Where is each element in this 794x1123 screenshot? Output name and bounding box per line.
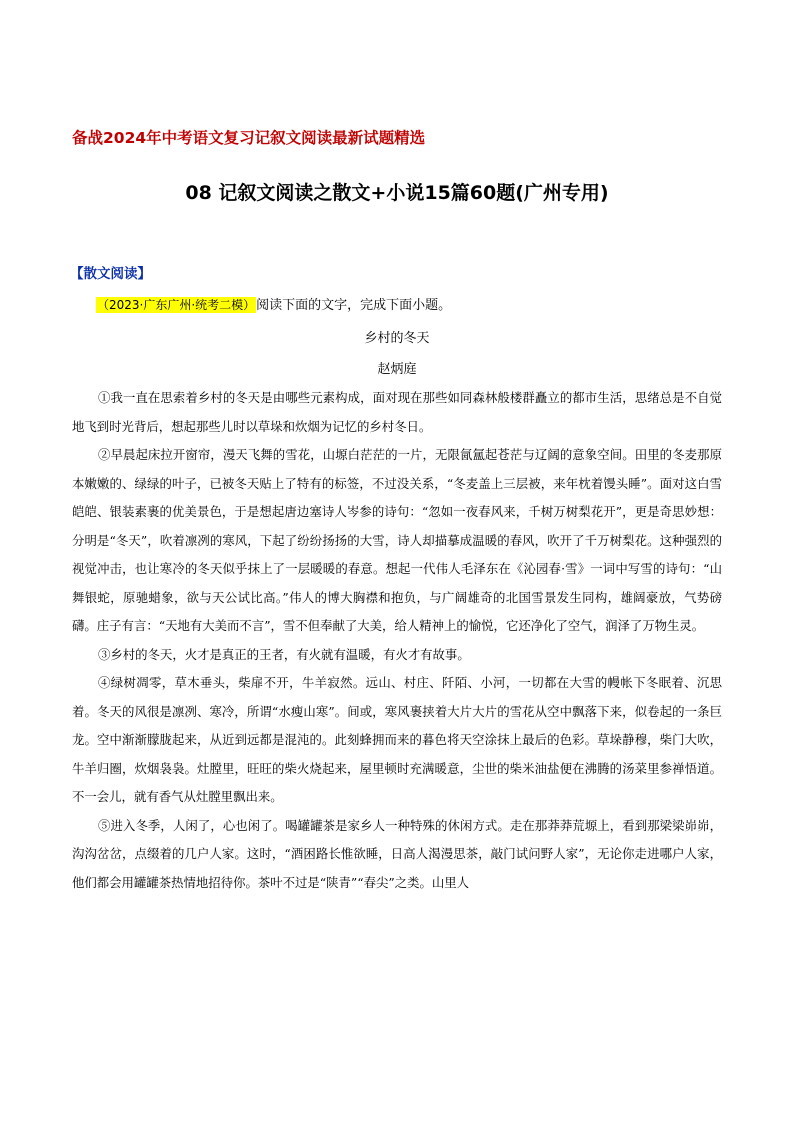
question-intro — [96, 294, 451, 313]
paragraph: ⑤进入冬季，人闲了，心也闲了。喝罐罐茶是家乡人一种特殊的休闲方式。走在那莽莽荒塬上，看到那梁梁峁峁，沟沟岔岔，点缀着的几户人家。这时，“酒困路长惟欲睡，日高人渴漫思茶，敲门试问野人家”，无论你走进哪户人家，他们都会用罐罐茶热情地招待你。茶叶不过是“陕青”“春尖”之类。山里人 — [72, 817, 722, 890]
essay-author: 赵炳庭 — [377, 362, 417, 377]
instruction-text: 阅读下面的文字，完成下面小题。 — [256, 298, 452, 313]
essay-title: 乡村的冬天 — [364, 331, 430, 346]
section-header: 【散文阅读】 — [70, 266, 151, 282]
series-title: 备战2024年中考语文复习记叙文阅读最新试题精选 — [72, 129, 426, 147]
paragraph: ①我一直在思索着乡村的冬天是由哪些元素构成，面对现在那些如同森林般楼群矗立的都市生活，思绪总是不自觉地飞到时光背后，想起那些儿时以草垛和炊烟为记忆的乡村冬日。 — [72, 390, 722, 434]
page-title: 08 记叙文阅读之散文+小说15篇60题(广州专用) — [185, 182, 609, 204]
paragraph: ④绿树凋零，草木垂头，柴扉不开，牛羊寂然。远山、村庄、阡陌、小河，一切都在大雪的幔帐下冬眠着、沉思着。冬天的风很是凛冽、寒冷，所谓“水瘦山寒”。间或，寒风裹挟着大片大片的雪花从空中飘落下来，似卷起的一条巨龙。空中渐渐朦胧起来，从近到远都是混沌的。此刻蜂拥而来的暮色将天空涂抹上最后的色彩。草垛静穆，柴门大吹，牛羊归圈，炊烟袅袅。灶膛里，旺旺的柴火烧起来，屋里顿时充满暖意，尘世的柴米油盐便在沸腾的汤菜里参禅悟道。不一会儿，就有香气从灶膛里飘出来。 — [72, 675, 722, 804]
essay-body — [72, 384, 722, 897]
paragraph: ②早晨起床拉开窗帘，漫天飞舞的雪花，山塬白茫茫的一片，无限氤氲起苍茫与辽阔的意象空间。田里的冬麦那原本嫩嫩的、绿绿的叶子，已被冬天贴上了特有的标签，不过没关系，“冬麦盖上三层被，来年枕着馒头睡”。面对这白雪皑皑、银装素裹的优美景色，于是想起唐边塞诗人岑参的诗句：“忽如一夜春风来，千树万树梨花开”，更是奇思妙想：分明是“冬天”，吹着凛冽的寒风，下起了纷纷扬扬的大雪，诗人却描摹成温暖的春风，吹开了千万树梨花。这种强烈的视觉冲击，也让寒冷的冬天似乎抹上了一层暖暖的春意。想起一代伟人毛泽东在《沁园春·雪》一词中写雪的诗句：“山舞银蛇，原驰蜡象，欲与天公试比高。”伟人的博大胸襟和抱负，与广阔雄奇的北国雪景发生同构，雄阔豪放，气势磅礴。庄子有言：“天地有大美而不言”，雪不但奉献了大美，给人精神上的愉悦，它还净化了空气，润泽了万物生灵。 — [72, 447, 722, 633]
paragraph: ③乡村的冬天，火才是真正的王者，有火就有温暖，有火才有故事。 — [98, 646, 470, 662]
source-highlight: （2023·广东广州·统考二模） — [97, 298, 256, 312]
